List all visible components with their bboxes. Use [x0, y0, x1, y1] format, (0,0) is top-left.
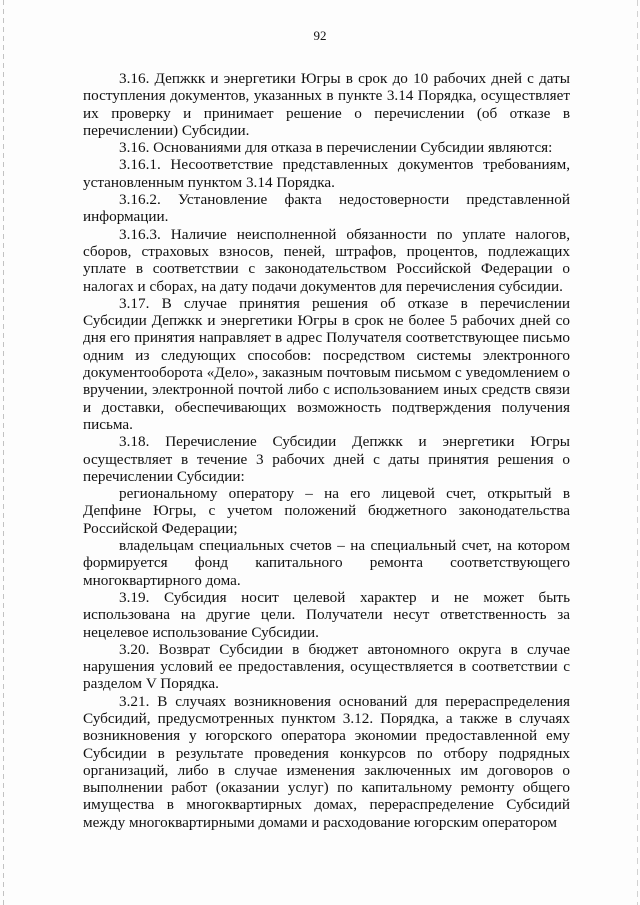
- paragraph-3-16-intro: 3.16. Депжкк и энергетики Югры в срок до 10 рабочих дней с даты поступления документов, указанных в пункте 3.14 Порядка, осуществляет их проверку и принимает решение о перечислении (об отказе в перечислении) Субсидии.: [83, 70, 570, 139]
- page-number: 92: [313, 28, 327, 43]
- paragraph-3-21: 3.21. В случаях возникновения оснований для перераспределения Субсидий, предусмотренных пунктом 3.12. Порядка, а также в случаях возникновения у югорского оператора экономии предоставленной ему Субсидии в результате проведения конкурсов по отбору подрядных организаций, либо в случае изменения заключенных им договоров о выполнении работ (оказании услуг) по капитальному ремонту общего имущества в многоквартирных домах, перераспределение Субсидий между многоквартирными домами и расходование югорским оператором: [83, 692, 570, 831]
- paragraph-3-16-3: 3.16.3. Наличие неисполненной обязанности по уплате налогов, сборов, страховых взносов, пеней, штрафов, процентов, подлежащих уплате в соответствии с законодательством Российской Федерации о налогах и сборах, на дату подачи документов для перечисления субсидии.: [83, 225, 570, 295]
- paragraph-regional-operator: региональному оператору – на его лицевой счет, открытый в Депфине Югры, с учетом положений бюджетного законодательства Российской Федерации;: [83, 485, 570, 537]
- paragraph-3-16-2: 3.16.2. Установление факта недостоверности представленной информации.: [83, 191, 570, 226]
- document-body: [83, 70, 570, 831]
- paragraph-3-19: 3.19. Субсидия носит целевой характер и не может быть использована на другие цели. Получатели несут ответственность за нецелевое использование Субсидии.: [83, 588, 570, 641]
- scan-edge-left: [3, 0, 4, 905]
- paragraph-3-18: 3.18. Перечисление Субсидии Депжкк и энергетики Югры осуществляет в течение 3 рабочих дней с даты принятия решения о перечислении Субсидии:: [83, 433, 570, 485]
- paragraph-special-accounts: владельцам специальных счетов – на специальный счет, на котором формируется фонд капитального ремонта соответствующего многоквартирного дома.: [83, 537, 570, 589]
- paragraph-3-17: 3.17. В случае принятия решения об отказе в перечислении Субсидии Депжкк и энергетики Югры в срок не более 5 рабочих дней со дня его принятия направляет в адрес Получателя соответствующее письмо одним из следующих способов: посредством системы электронного документооборота «Дело», заказным почтовым письмом с уведомлением о вручении, электронной почтой либо с использованием иных средств связи и доставки, обеспечивающих возможность подтверждения получения письма.: [83, 294, 570, 433]
- paragraph-3-16-1: 3.16.1. Несоответствие представленных документов требованиям, установленным пунктом 3.14 Порядка.: [83, 156, 570, 191]
- scan-edge-right: [637, 0, 638, 905]
- paragraph-3-20: 3.20. Возврат Субсидии в бюджет автономного округа в случае нарушения условий ее предоставления, осуществляется в соответствии с разделом V Порядка.: [83, 640, 570, 693]
- paragraph-3-16-grounds: 3.16. Основаниями для отказа в перечислении Субсидии являются:: [119, 139, 553, 157]
